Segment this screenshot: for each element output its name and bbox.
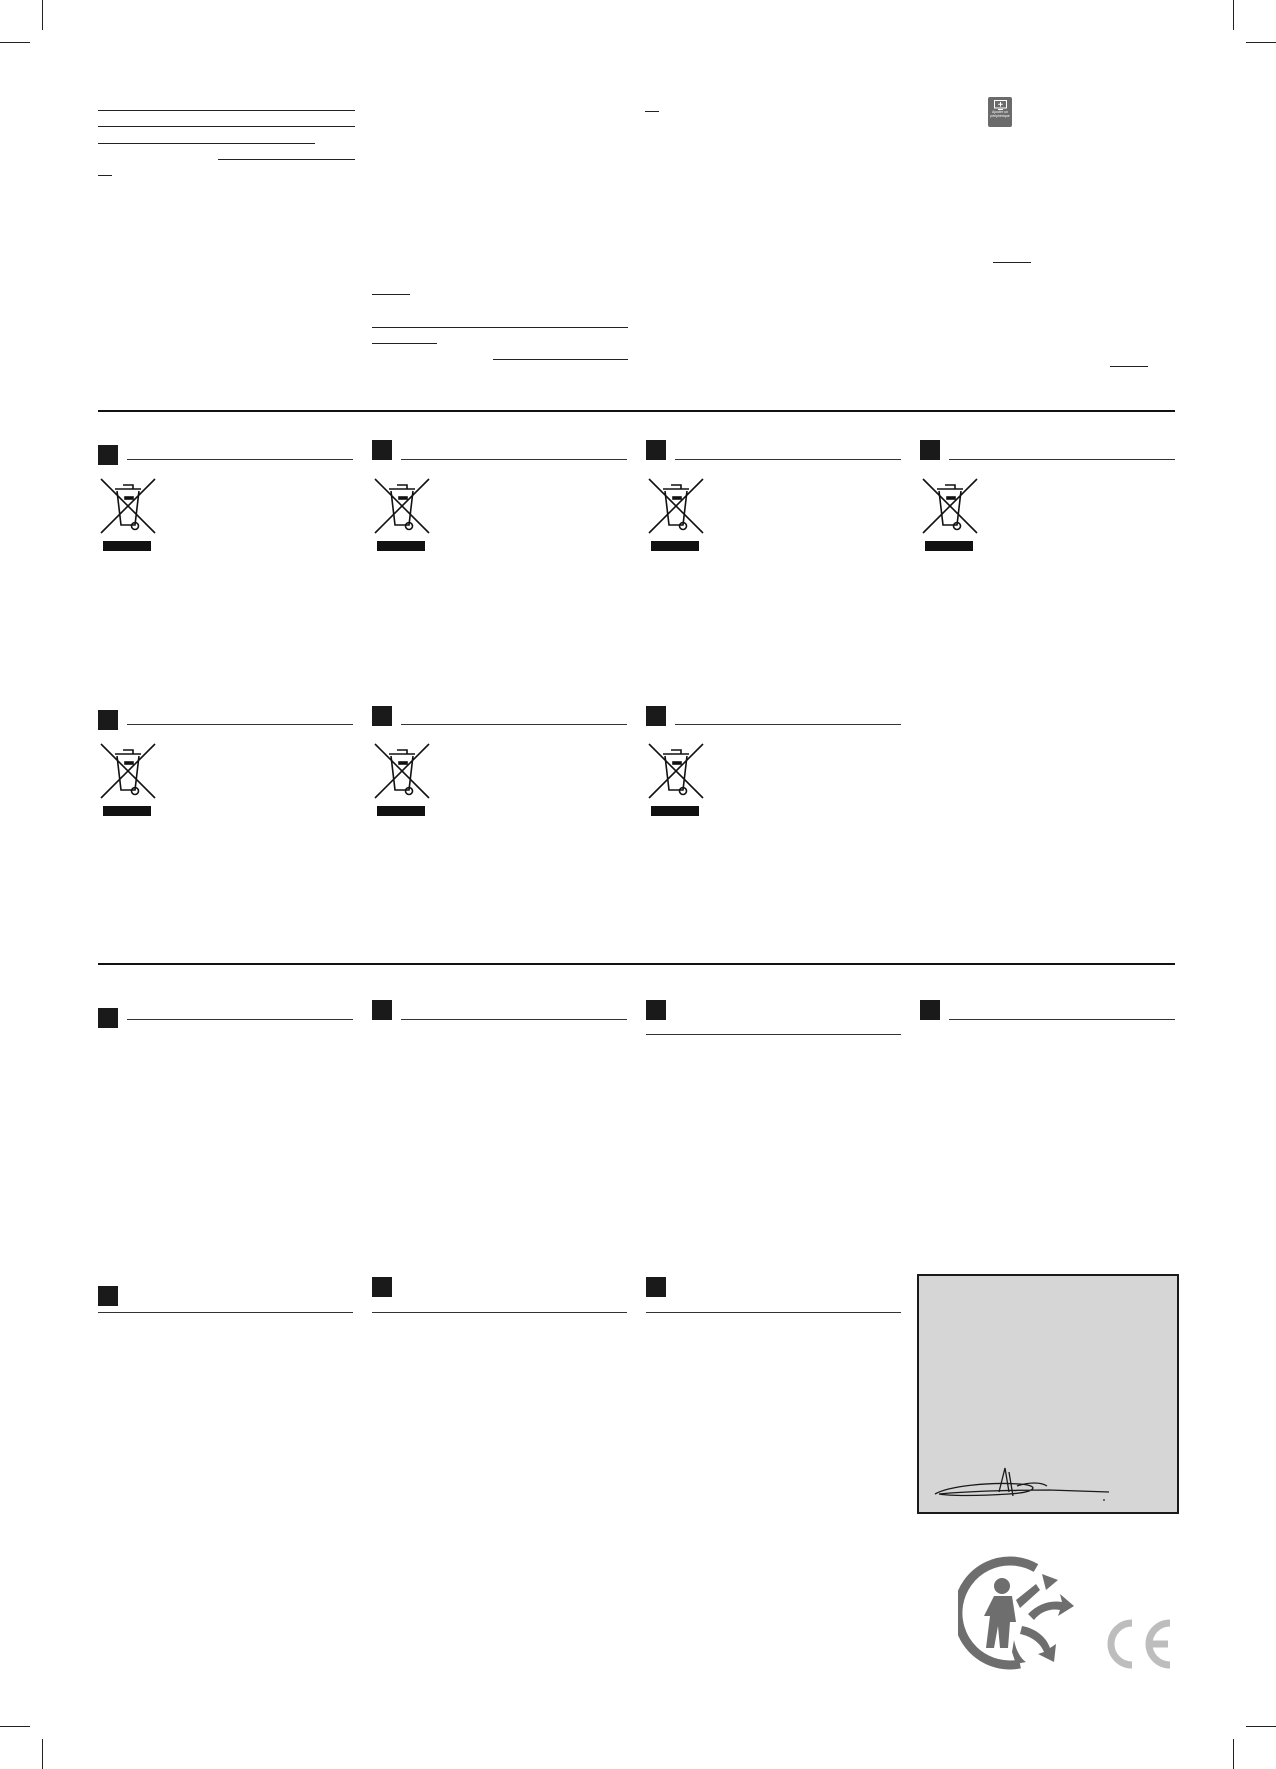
- section-divider: [98, 410, 1175, 412]
- crop-mark: [1246, 42, 1276, 43]
- triman-logo-icon: [958, 1556, 1078, 1670]
- heading-rule: [646, 1034, 901, 1035]
- signature-box: [917, 1274, 1179, 1514]
- link-underline[interactable]: [372, 343, 437, 344]
- link-underline[interactable]: [372, 294, 410, 295]
- heading-rule: [401, 1019, 627, 1020]
- weee-bar: [925, 541, 973, 551]
- crop-mark: [1233, 1739, 1234, 1769]
- heading-rule: [127, 724, 353, 725]
- crossed-out-wheelie-bin-icon: [645, 475, 701, 553]
- language-marker: [98, 710, 118, 730]
- language-marker: [920, 440, 940, 460]
- link-underline[interactable]: [493, 359, 628, 360]
- link-underline[interactable]: [218, 159, 355, 160]
- language-marker: [98, 1286, 118, 1306]
- heading-rule: [675, 459, 901, 460]
- weee-bar: [651, 541, 699, 551]
- crop-mark: [1233, 0, 1234, 30]
- heading-rule: [401, 459, 627, 460]
- monitor-plus-icon: [988, 97, 1012, 127]
- link-underline[interactable]: [98, 110, 355, 111]
- link-underline[interactable]: [98, 126, 355, 127]
- heading-rule: [949, 459, 1175, 460]
- monitor-icon: [994, 100, 1007, 110]
- language-marker: [98, 1008, 118, 1028]
- language-marker: [646, 440, 666, 460]
- crossed-out-wheelie-bin-icon: [371, 475, 427, 553]
- section-divider: [98, 963, 1175, 965]
- link-underline[interactable]: [98, 143, 315, 144]
- weee-bar: [651, 806, 699, 816]
- language-marker: [372, 706, 392, 726]
- crop-mark: [1246, 1726, 1276, 1727]
- heading-rule: [372, 1312, 627, 1313]
- weee-bar: [103, 541, 151, 551]
- heading-rule: [401, 724, 627, 725]
- language-marker: [646, 706, 666, 726]
- language-marker: [372, 1277, 392, 1297]
- weee-bar: [377, 806, 425, 816]
- ce-mark-icon: [1102, 1618, 1176, 1670]
- crossed-out-wheelie-bin-icon: [371, 740, 427, 818]
- link-underline[interactable]: [372, 327, 628, 328]
- crop-mark: [42, 1739, 43, 1769]
- top-icon-caption: Ajouter un périphérique: [990, 110, 1010, 118]
- language-marker: [98, 445, 118, 465]
- crossed-out-wheelie-bin-icon: [97, 740, 153, 818]
- crossed-out-wheelie-bin-icon: [919, 475, 975, 553]
- language-marker: [646, 1277, 666, 1297]
- heading-rule: [675, 724, 901, 725]
- crop-mark: [42, 0, 43, 30]
- language-marker: [372, 1000, 392, 1020]
- language-marker: [920, 1000, 940, 1020]
- crossed-out-wheelie-bin-icon: [97, 475, 153, 553]
- link-underline[interactable]: [1110, 366, 1148, 367]
- heading-rule: [127, 459, 353, 460]
- language-marker: [372, 440, 392, 460]
- link-underline[interactable]: [993, 262, 1031, 263]
- heading-rule: [98, 1312, 353, 1313]
- heading-rule: [127, 1019, 353, 1020]
- crossed-out-wheelie-bin-icon: [645, 740, 701, 818]
- weee-bar: [377, 541, 425, 551]
- signature: [929, 1466, 1119, 1506]
- heading-rule: [949, 1019, 1175, 1020]
- heading-rule: [646, 1312, 901, 1313]
- crop-mark: [0, 1726, 30, 1727]
- language-marker: [646, 1000, 666, 1020]
- link-underline[interactable]: [98, 175, 112, 176]
- weee-bar: [103, 806, 151, 816]
- link-underline[interactable]: [645, 111, 659, 112]
- crop-mark: [0, 42, 30, 43]
